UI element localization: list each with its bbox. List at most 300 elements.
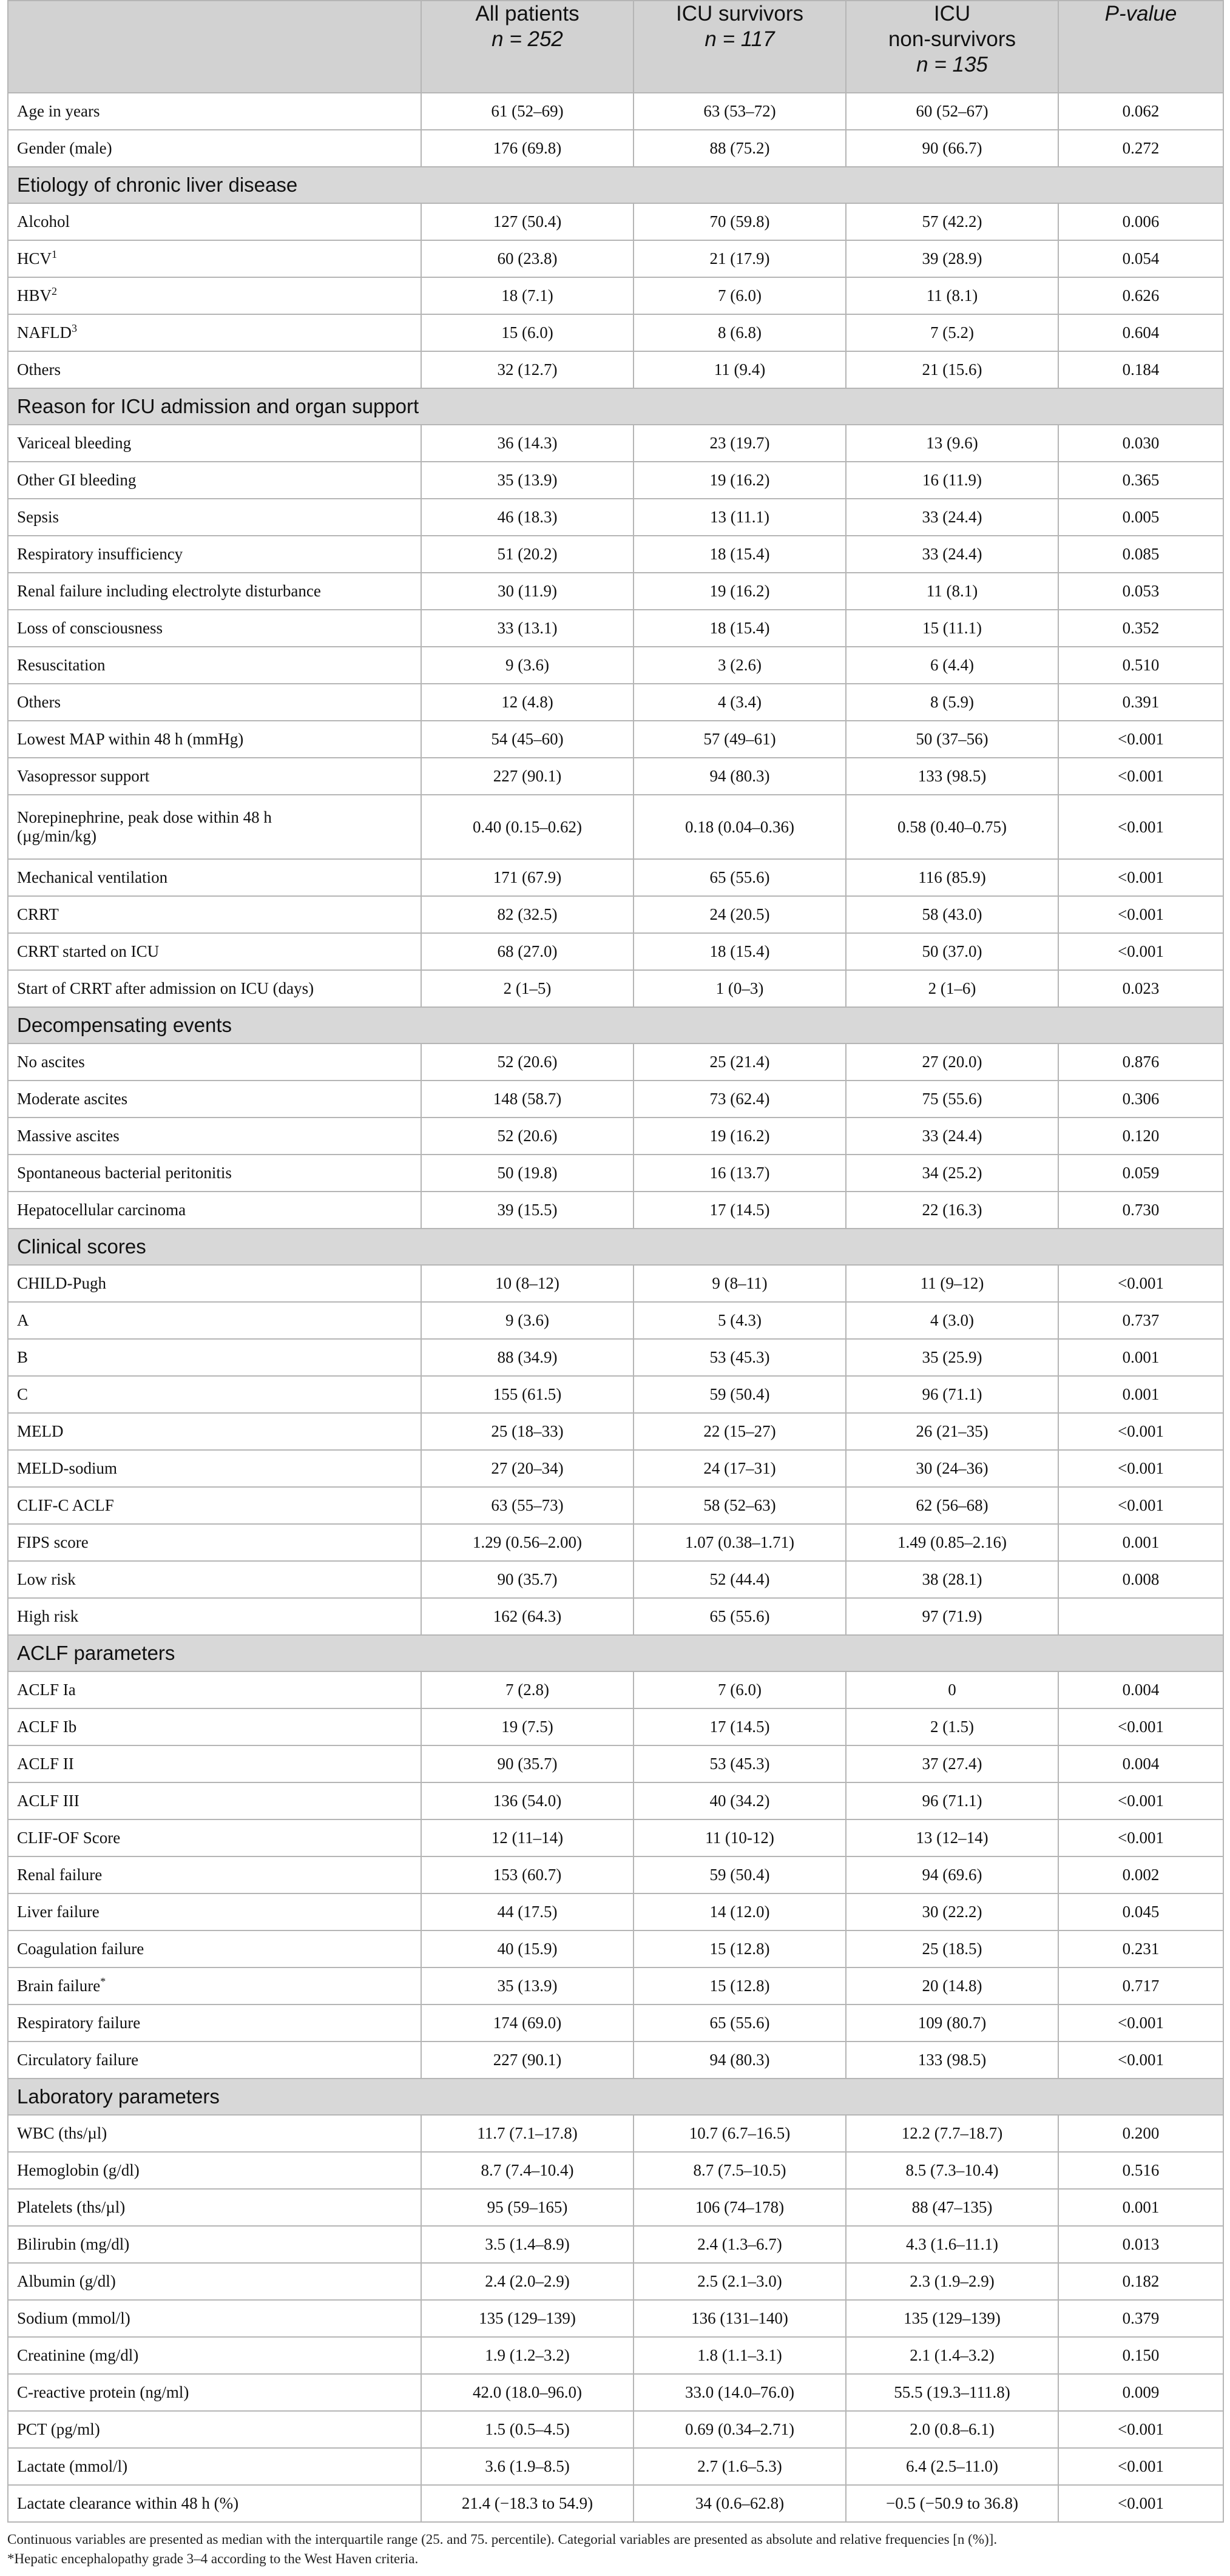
table-row <box>8 1192 1223 1229</box>
cell-all-patients: 2.4 (2.0–2.9) <box>421 2263 634 2300</box>
row-label-text: Sepsis <box>17 508 59 526</box>
row-label <box>8 2374 421 2411</box>
cell-icu-non-survivors: 38 (28.1) <box>846 1561 1058 1598</box>
row-label-text: Mechanical ventilation <box>17 868 168 886</box>
row-label-superscript: 2 <box>52 285 58 297</box>
row-label <box>8 721 421 758</box>
cell-icu-non-survivors: 133 (98.5) <box>846 2042 1058 2079</box>
row-label-text: Liver failure <box>17 1903 100 1921</box>
cell-p-value: 0.717 <box>1058 1967 1223 2004</box>
row-label <box>8 758 421 795</box>
cell-icu-survivors: 19 (16.2) <box>634 1118 846 1155</box>
cell-p-value: 0.516 <box>1058 2152 1223 2189</box>
header-variable <box>8 1 421 93</box>
row-label <box>8 314 421 351</box>
cell-icu-survivors: 19 (16.2) <box>634 573 846 610</box>
row-label <box>8 1819 421 1856</box>
row-label-text: Variceal bleeding <box>17 434 132 452</box>
cell-p-value <box>1058 1598 1223 1635</box>
cell-icu-non-survivors: −0.5 (−50.9 to 36.8) <box>846 2485 1058 2522</box>
table-row <box>8 1524 1223 1561</box>
table-row <box>8 1044 1223 1081</box>
header-nonsurv-title-1: ICU <box>933 2 971 25</box>
row-label-text: CRRT started on ICU <box>17 942 160 960</box>
table-body <box>8 93 1223 2522</box>
table-row <box>8 1893 1223 1930</box>
table-row <box>8 2042 1223 2079</box>
cell-all-patients: 25 (18–33) <box>421 1413 634 1450</box>
cell-icu-survivors: 106 (74–178) <box>634 2189 846 2226</box>
cell-all-patients: 35 (13.9) <box>421 1967 634 2004</box>
row-label <box>8 277 421 314</box>
cell-icu-non-survivors: 8.5 (7.3–10.4) <box>846 2152 1058 2189</box>
cell-p-value: <0.001 <box>1058 2485 1223 2522</box>
row-label-text: Lactate (mmol/l) <box>17 2457 128 2475</box>
row-label <box>8 1893 421 1930</box>
row-label-text: A <box>17 1311 29 1329</box>
table-row <box>8 1376 1223 1413</box>
cell-all-patients: 10 (8–12) <box>421 1265 634 1302</box>
row-label-text: HBV <box>17 286 52 305</box>
cell-icu-survivors: 3 (2.6) <box>634 647 846 684</box>
row-label <box>8 859 421 896</box>
cell-icu-survivors: 17 (14.5) <box>634 1708 846 1745</box>
row-label-text: High risk <box>17 1607 79 1625</box>
cell-p-value: <0.001 <box>1058 1413 1223 1450</box>
cell-icu-survivors: 13 (11.1) <box>634 499 846 536</box>
cell-all-patients: 136 (54.0) <box>421 1782 634 1819</box>
row-label-text: Age in years <box>17 102 100 120</box>
section-header-row <box>8 1635 1223 1671</box>
row-label <box>8 1561 421 1598</box>
cell-p-value: <0.001 <box>1058 859 1223 896</box>
cell-icu-non-survivors: 33 (24.4) <box>846 499 1058 536</box>
row-label-text: Vasopressor support <box>17 767 150 785</box>
table-row <box>8 1967 1223 2004</box>
row-label-text: Sodium (mmol/l) <box>17 2309 130 2327</box>
cell-icu-survivors: 4 (3.4) <box>634 684 846 721</box>
row-label-text: MELD <box>17 1422 64 1440</box>
table-row <box>8 93 1223 130</box>
footnote-1: Continuous variables are presented as median with the interquartile range (25. and 75. percentile). Categorial variables are presented as absolute and relative frequencies [n (%)]. <box>7 2532 998 2547</box>
row-label <box>8 2263 421 2300</box>
row-label <box>8 351 421 388</box>
cell-all-patients: 82 (32.5) <box>421 896 634 933</box>
cell-icu-non-survivors: 62 (56–68) <box>846 1487 1058 1524</box>
row-label <box>8 933 421 970</box>
cell-icu-survivors: 18 (15.4) <box>634 933 846 970</box>
cell-all-patients: 1.5 (0.5–4.5) <box>421 2411 634 2448</box>
row-label <box>8 1598 421 1635</box>
table-row <box>8 2448 1223 2485</box>
cell-all-patients: 88 (34.9) <box>421 1339 634 1376</box>
cell-icu-non-survivors: 4 (3.0) <box>846 1302 1058 1339</box>
cell-all-patients: 3.6 (1.9–8.5) <box>421 2448 634 2485</box>
cell-icu-non-survivors: 30 (22.2) <box>846 1893 1058 1930</box>
cell-p-value: <0.001 <box>1058 1487 1223 1524</box>
cell-all-patients: 153 (60.7) <box>421 1856 634 1893</box>
cell-icu-survivors: 0.18 (0.04–0.36) <box>634 795 846 859</box>
row-label <box>8 2042 421 2079</box>
table-row <box>8 970 1223 1007</box>
row-label-text: B <box>17 1348 29 1366</box>
cell-icu-non-survivors: 2 (1.5) <box>846 1708 1058 1745</box>
row-label <box>8 1967 421 2004</box>
table-row <box>8 351 1223 388</box>
cell-p-value: 0.006 <box>1058 203 1223 240</box>
cell-p-value: 0.054 <box>1058 240 1223 277</box>
row-label <box>8 2300 421 2337</box>
row-label-superscript: 1 <box>52 248 58 260</box>
row-label-text: C <box>17 1385 29 1403</box>
cell-p-value: 0.231 <box>1058 1930 1223 1967</box>
cell-icu-non-survivors: 35 (25.9) <box>846 1339 1058 1376</box>
table-row <box>8 1561 1223 1598</box>
cell-p-value: <0.001 <box>1058 896 1223 933</box>
cell-icu-non-survivors: 133 (98.5) <box>846 758 1058 795</box>
cell-p-value: 0.001 <box>1058 1339 1223 1376</box>
row-label-text: Moderate ascites <box>17 1090 128 1108</box>
cell-icu-non-survivors: 22 (16.3) <box>846 1192 1058 1229</box>
cell-icu-survivors: 53 (45.3) <box>634 1339 846 1376</box>
cell-p-value: <0.001 <box>1058 1819 1223 1856</box>
header-p-value: P-value <box>1058 1 1223 93</box>
row-label <box>8 1339 421 1376</box>
cell-all-patients: 2 (1–5) <box>421 970 634 1007</box>
cell-all-patients: 18 (7.1) <box>421 277 634 314</box>
cell-p-value: 0.200 <box>1058 2115 1223 2152</box>
table-row <box>8 1450 1223 1487</box>
row-label-text: Hemoglobin (g/dl) <box>17 2161 140 2179</box>
table-row <box>8 1155 1223 1192</box>
cell-all-patients: 36 (14.3) <box>421 425 634 462</box>
cell-all-patients: 8.7 (7.4–10.4) <box>421 2152 634 2189</box>
cell-all-patients: 35 (13.9) <box>421 462 634 499</box>
cell-p-value: 0.510 <box>1058 647 1223 684</box>
row-label <box>8 1450 421 1487</box>
cell-icu-non-survivors: 2 (1–6) <box>846 970 1058 1007</box>
row-label-text: Start of CRRT after admission on ICU (days) <box>17 979 314 997</box>
row-label-text: Spontaneous bacterial peritonitis <box>17 1164 232 1182</box>
table-row <box>8 933 1223 970</box>
row-label-text: Loss of consciousness <box>17 619 163 637</box>
table-row <box>8 1856 1223 1893</box>
row-label-text: Resuscitation <box>17 656 106 674</box>
table-row <box>8 1118 1223 1155</box>
cell-p-value: 0.009 <box>1058 2374 1223 2411</box>
row-label-text: FIPS score <box>17 1533 89 1551</box>
cell-icu-survivors: 11 (10-12) <box>634 1819 846 1856</box>
cell-p-value: 0.008 <box>1058 1561 1223 1598</box>
row-label <box>8 573 421 610</box>
table-row <box>8 2189 1223 2226</box>
cell-all-patients: 21.4 (−18.3 to 54.9) <box>421 2485 634 2522</box>
header-all-title: All patients <box>475 2 580 25</box>
cell-p-value: 0.604 <box>1058 314 1223 351</box>
row-label-text: Hepatocellular carcinoma <box>17 1201 186 1219</box>
row-label-text: Gender (male) <box>17 139 112 157</box>
header-nonsurv-title-2: non-survivors <box>888 27 1016 51</box>
table-row <box>8 1339 1223 1376</box>
row-label <box>8 1487 421 1524</box>
cell-all-patients: 1.9 (1.2–3.2) <box>421 2337 634 2374</box>
cell-all-patients: 40 (15.9) <box>421 1930 634 1967</box>
table-row <box>8 1487 1223 1524</box>
cell-icu-survivors: 70 (59.8) <box>634 203 846 240</box>
row-label-text: ACLF Ib <box>17 1718 77 1736</box>
row-label-text: ACLF Ia <box>17 1681 76 1699</box>
cell-all-patients: 51 (20.2) <box>421 536 634 573</box>
cell-p-value: <0.001 <box>1058 795 1223 859</box>
row-label-text: PCT (pg/ml) <box>17 2420 100 2438</box>
cell-all-patients: 1.29 (0.56–2.00) <box>421 1524 634 1561</box>
cell-icu-survivors: 59 (50.4) <box>634 1856 846 1893</box>
row-label-text: Creatinine (mg/dl) <box>17 2346 139 2364</box>
cell-icu-non-survivors: 2.1 (1.4–3.2) <box>846 2337 1058 2374</box>
cell-icu-survivors: 18 (15.4) <box>634 610 846 647</box>
cell-icu-survivors: 88 (75.2) <box>634 130 846 167</box>
cell-p-value: 0.730 <box>1058 1192 1223 1229</box>
cell-all-patients: 12 (11–14) <box>421 1819 634 1856</box>
cell-icu-survivors: 2.5 (2.1–3.0) <box>634 2263 846 2300</box>
cell-all-patients: 30 (11.9) <box>421 573 634 610</box>
cell-all-patients: 95 (59–165) <box>421 2189 634 2226</box>
cell-icu-survivors: 18 (15.4) <box>634 536 846 573</box>
row-label <box>8 2115 421 2152</box>
row-label-text: CHILD-Pugh <box>17 1274 106 1292</box>
cell-icu-non-survivors: 50 (37–56) <box>846 721 1058 758</box>
cell-p-value: 0.391 <box>1058 684 1223 721</box>
cell-p-value: 0.182 <box>1058 2263 1223 2300</box>
cell-icu-non-survivors: 30 (24–36) <box>846 1450 1058 1487</box>
row-label-text: Platelets (ths/µl) <box>17 2198 126 2216</box>
table-row <box>8 1302 1223 1339</box>
cell-icu-survivors: 40 (34.2) <box>634 1782 846 1819</box>
row-label-text: MELD-sodium <box>17 1459 117 1477</box>
cell-all-patients: 44 (17.5) <box>421 1893 634 1930</box>
cell-all-patients: 174 (69.0) <box>421 2004 634 2042</box>
cell-p-value: 0.001 <box>1058 1524 1223 1561</box>
cell-icu-non-survivors: 2.3 (1.9–2.9) <box>846 2263 1058 2300</box>
cell-all-patients: 63 (55–73) <box>421 1487 634 1524</box>
cell-icu-non-survivors: 15 (11.1) <box>846 610 1058 647</box>
cell-icu-survivors: 59 (50.4) <box>634 1376 846 1413</box>
row-label <box>8 2485 421 2522</box>
table-row <box>8 647 1223 684</box>
cell-p-value: 0.272 <box>1058 130 1223 167</box>
section-title: Reason for ICU admission and organ support <box>8 388 1223 425</box>
cell-all-patients: 42.0 (18.0–96.0) <box>421 2374 634 2411</box>
cell-all-patients: 3.5 (1.4–8.9) <box>421 2226 634 2263</box>
table-row <box>8 610 1223 647</box>
cell-icu-non-survivors: 97 (71.9) <box>846 1598 1058 1635</box>
cell-icu-non-survivors: 26 (21–35) <box>846 1413 1058 1450</box>
cell-icu-non-survivors: 11 (9–12) <box>846 1265 1058 1302</box>
cell-icu-non-survivors: 8 (5.9) <box>846 684 1058 721</box>
row-label <box>8 2448 421 2485</box>
row-label-text: Circulatory failure <box>17 2051 139 2069</box>
cell-p-value: 0.023 <box>1058 970 1223 1007</box>
cell-all-patients: 127 (50.4) <box>421 203 634 240</box>
row-label <box>8 1376 421 1413</box>
cell-p-value: <0.001 <box>1058 2042 1223 2079</box>
cell-icu-survivors: 57 (49–61) <box>634 721 846 758</box>
row-label <box>8 2337 421 2374</box>
row-label <box>8 2004 421 2042</box>
row-label <box>8 896 421 933</box>
cell-p-value: 0.737 <box>1058 1302 1223 1339</box>
cell-icu-non-survivors: 55.5 (19.3–111.8) <box>846 2374 1058 2411</box>
row-label <box>8 684 421 721</box>
cell-p-value: <0.001 <box>1058 721 1223 758</box>
table-row <box>8 1930 1223 1967</box>
table-row <box>8 536 1223 573</box>
cell-p-value: 0.030 <box>1058 425 1223 462</box>
cell-icu-non-survivors: 50 (37.0) <box>846 933 1058 970</box>
cell-all-patients: 171 (67.9) <box>421 859 634 896</box>
table-row <box>8 896 1223 933</box>
section-title: Etiology of chronic liver disease <box>8 167 1223 203</box>
cell-icu-non-survivors: 39 (28.9) <box>846 240 1058 277</box>
section-header-row <box>8 167 1223 203</box>
cell-icu-survivors: 1.8 (1.1–3.1) <box>634 2337 846 2374</box>
table-row <box>8 425 1223 462</box>
header-icu-survivors <box>634 1 846 93</box>
table-row <box>8 1671 1223 1708</box>
table-row <box>8 1782 1223 1819</box>
row-label <box>8 1930 421 1967</box>
row-label <box>8 647 421 684</box>
cell-all-patients: 60 (23.8) <box>421 240 634 277</box>
row-label <box>8 536 421 573</box>
table-row <box>8 859 1223 896</box>
cell-icu-non-survivors: 4.3 (1.6–11.1) <box>846 2226 1058 2263</box>
row-label <box>8 1708 421 1745</box>
cell-p-value: <0.001 <box>1058 1265 1223 1302</box>
cell-all-patients: 162 (64.3) <box>421 1598 634 1635</box>
cell-icu-non-survivors: 109 (80.7) <box>846 2004 1058 2042</box>
header-survivors-n: n = 117 <box>705 27 775 51</box>
table-row <box>8 1708 1223 1745</box>
cell-icu-survivors: 73 (62.4) <box>634 1081 846 1118</box>
row-label <box>8 970 421 1007</box>
row-label-superscript: 3 <box>72 322 78 334</box>
cell-icu-survivors: 7 (6.0) <box>634 277 846 314</box>
table-row <box>8 203 1223 240</box>
cell-all-patients: 39 (15.5) <box>421 1192 634 1229</box>
row-label <box>8 2152 421 2189</box>
cell-icu-survivors: 136 (131–140) <box>634 2300 846 2337</box>
row-label-text: Lactate clearance within 48 h (%) <box>17 2494 239 2512</box>
cell-icu-non-survivors: 13 (12–14) <box>846 1819 1058 1856</box>
cell-icu-survivors: 15 (12.8) <box>634 1930 846 1967</box>
cell-p-value: 0.059 <box>1058 1155 1223 1192</box>
cell-p-value: <0.001 <box>1058 1450 1223 1487</box>
row-label <box>8 1302 421 1339</box>
table-row <box>8 130 1223 167</box>
cell-icu-survivors: 2.7 (1.6–5.3) <box>634 2448 846 2485</box>
row-label <box>8 1192 421 1229</box>
row-label-text: NAFLD <box>17 323 72 342</box>
cell-icu-non-survivors: 116 (85.9) <box>846 859 1058 896</box>
cell-icu-non-survivors: 135 (129–139) <box>846 2300 1058 2337</box>
section-header-row <box>8 388 1223 425</box>
footnote-2: *Hepatic encephalopathy grade 3–4 according to the West Haven criteria. <box>7 2551 419 2566</box>
cell-all-patients: 9 (3.6) <box>421 1302 634 1339</box>
cell-icu-survivors: 8.7 (7.5–10.5) <box>634 2152 846 2189</box>
row-label-text: Others <box>17 693 61 711</box>
table-row <box>8 2004 1223 2042</box>
row-label-text: Other GI bleeding <box>17 471 137 489</box>
cell-p-value: 0.365 <box>1058 462 1223 499</box>
row-label <box>8 425 421 462</box>
row-label-text: Bilirubin (mg/dl) <box>17 2235 130 2253</box>
cell-icu-non-survivors: 2.0 (0.8–6.1) <box>846 2411 1058 2448</box>
cell-p-value: 0.306 <box>1058 1081 1223 1118</box>
row-label <box>8 1265 421 1302</box>
cell-icu-survivors: 24 (17–31) <box>634 1450 846 1487</box>
cell-icu-survivors: 17 (14.5) <box>634 1192 846 1229</box>
cell-p-value: 0.004 <box>1058 1671 1223 1708</box>
cell-p-value: <0.001 <box>1058 2411 1223 2448</box>
cell-icu-survivors: 10.7 (6.7–16.5) <box>634 2115 846 2152</box>
section-header-row <box>8 2079 1223 2115</box>
row-label-text: No ascites <box>17 1053 85 1071</box>
cell-icu-survivors: 14 (12.0) <box>634 1893 846 1930</box>
table-row <box>8 1413 1223 1450</box>
cell-icu-non-survivors: 75 (55.6) <box>846 1081 1058 1118</box>
row-label-text-line2: (µg/min/kg) <box>17 827 97 845</box>
cell-p-value: 0.352 <box>1058 610 1223 647</box>
table-row <box>8 2485 1223 2522</box>
table-row <box>8 1081 1223 1118</box>
table-row <box>8 2411 1223 2448</box>
header-nonsurv-n: n = 135 <box>916 53 988 76</box>
row-label-text: Respiratory insufficiency <box>17 545 183 563</box>
row-label <box>8 203 421 240</box>
cell-icu-non-survivors: 16 (11.9) <box>846 462 1058 499</box>
row-label-text: Lowest MAP within 48 h (mmHg) <box>17 730 244 748</box>
table-row <box>8 1745 1223 1782</box>
section-header-row <box>8 1007 1223 1044</box>
cell-p-value: <0.001 <box>1058 933 1223 970</box>
cell-all-patients: 0.40 (0.15–0.62) <box>421 795 634 859</box>
cell-icu-non-survivors: 60 (52–67) <box>846 93 1058 130</box>
cell-all-patients: 19 (7.5) <box>421 1708 634 1745</box>
cell-p-value: 0.085 <box>1058 536 1223 573</box>
cell-icu-survivors: 22 (15–27) <box>634 1413 846 1450</box>
cell-p-value: 0.379 <box>1058 2300 1223 2337</box>
cell-all-patients: 52 (20.6) <box>421 1044 634 1081</box>
cell-icu-survivors: 2.4 (1.3–6.7) <box>634 2226 846 2263</box>
table-row <box>8 277 1223 314</box>
cell-icu-survivors: 5 (4.3) <box>634 1302 846 1339</box>
cell-icu-survivors: 15 (12.8) <box>634 1967 846 2004</box>
cell-icu-survivors: 24 (20.5) <box>634 896 846 933</box>
row-label <box>8 1856 421 1893</box>
cell-icu-non-survivors: 94 (69.6) <box>846 1856 1058 1893</box>
cell-p-value: 0.184 <box>1058 351 1223 388</box>
cell-icu-survivors: 53 (45.3) <box>634 1745 846 1782</box>
cell-p-value: 0.002 <box>1058 1856 1223 1893</box>
cell-p-value: <0.001 <box>1058 2004 1223 2042</box>
row-label <box>8 130 421 167</box>
cell-icu-survivors: 1 (0–3) <box>634 970 846 1007</box>
cell-all-patients: 15 (6.0) <box>421 314 634 351</box>
cell-icu-non-survivors: 33 (24.4) <box>846 1118 1058 1155</box>
section-title: Decompensating events <box>8 1007 1223 1044</box>
cell-icu-survivors: 94 (80.3) <box>634 2042 846 2079</box>
